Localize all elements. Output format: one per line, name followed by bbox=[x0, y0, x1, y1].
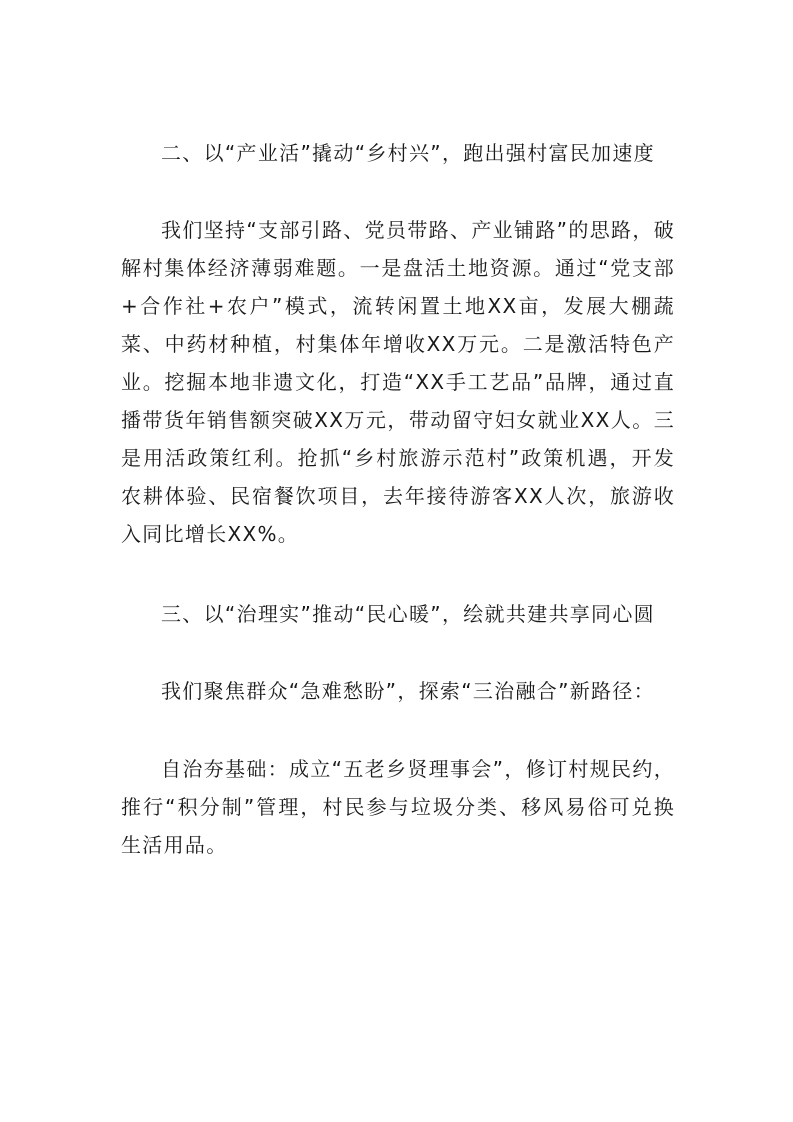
section-heading: 三、以“治理实”推动“民心暖”，绘就共建共享同心圆 bbox=[161, 602, 655, 626]
body-paragraph: 自治夯基础：成立“五老乡贤理事会”，修订村规民约，推行“积分制”管理，村民参与垃圾分类、移风易俗可兑换生活用品。 bbox=[121, 757, 675, 857]
section-heading: 二、以“产业活”撬动“乡村兴”，跑出强村富民加速度 bbox=[161, 141, 655, 165]
document-page bbox=[121, 134, 675, 864]
body-paragraph: 我们坚持“支部引路、党员带路、产业铺路”的思路，破解村集体经济薄弱难题。一是盘活土地资源。通过“党支部+合作社+农户”模式，流转闲置土地XX亩，发展大棚蔬菜、中药材种植，村集体年增收XX万元。二是激活特色产业。挖掘本地非遗文化，打造“XX手工艺品”品牌，通过直播带货年销售额突破XX万元，带动留守妇女就业XX人。三是用活政策红利。抢抓“乡村旅游示范村”政策机遇，开发农耕体验、民宿餐饮项目，去年接待游客XX人次，旅游收入同比增长XX%。 bbox=[121, 218, 675, 546]
body-paragraph: 我们聚焦群众“急难愁盼”，探索“三治融合”新路径： bbox=[161, 679, 655, 703]
